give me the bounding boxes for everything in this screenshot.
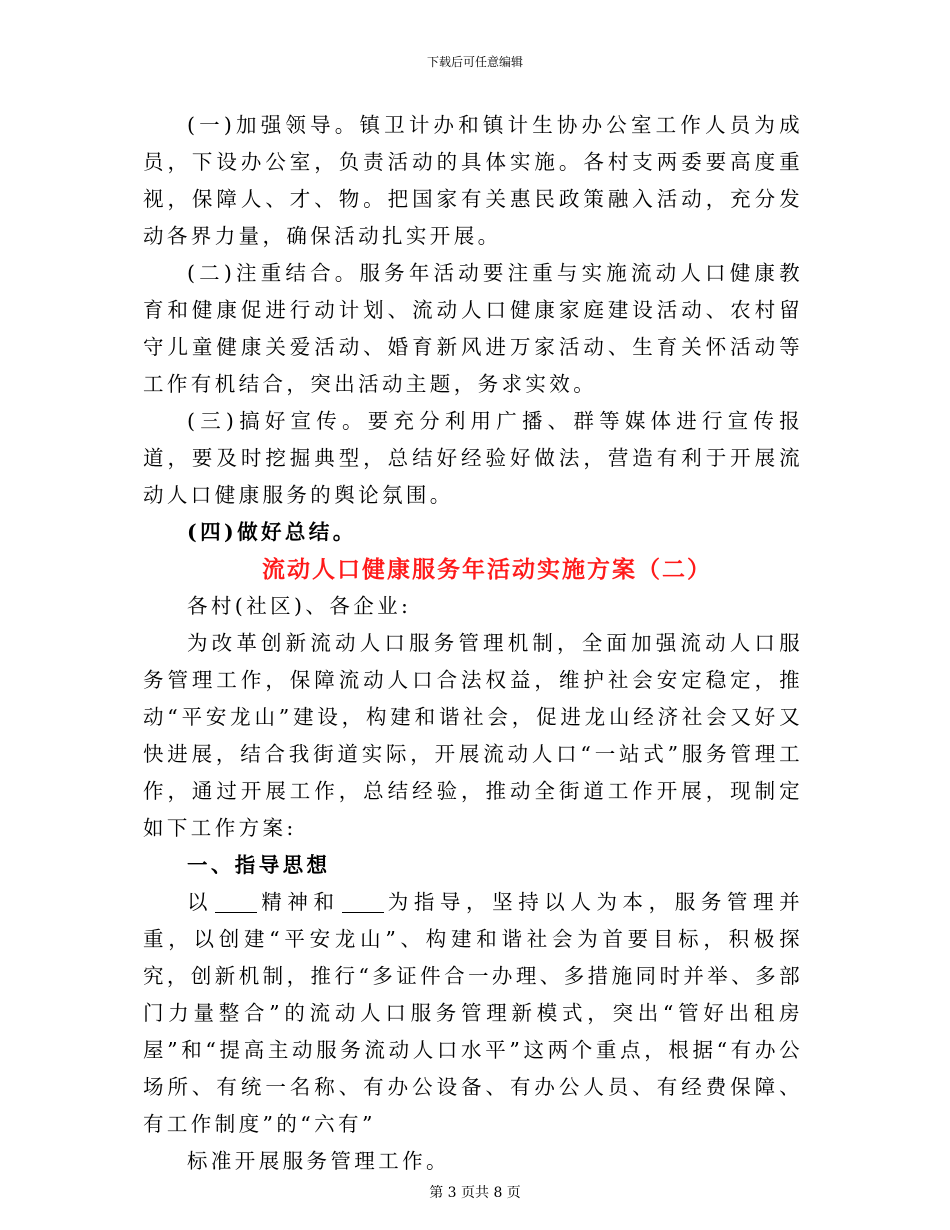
- paragraph-leadership: (一)加强领导。镇卫计办和镇计生协办公室工作人员为成员，下设办公室，负责活动的具体实施。各村支两委要高度重视，保障人、才、物。把国家有关惠民政策融入活动，充分发动各界力量，确保活动扎实开展。: [143, 113, 803, 248]
- paragraph-intro: 为改革创新流动人口服务管理机制，全面加强流动人口服务管理工作，保障流动人口合法权益，维护社会安定稳定，推动“平安龙山”建设，构建和谐社会，促进龙山经济社会又好又快进展，结合我街道实际，开展流动人口“一站式”服务管理工作，通过开展工作，总结经验，推动全街道工作开展，现制定如下工作方案:: [143, 631, 803, 840]
- page-header: 下载后可任意编辑: [426, 55, 523, 69]
- paragraph-salutation: 各村(社区)、各企业:: [187, 594, 412, 618]
- text-segment: 以: [187, 890, 214, 914]
- paragraph-standard: 标准开展服务管理工作。: [187, 1149, 450, 1173]
- heading-guiding-ideology: 一、指导思想: [187, 853, 331, 877]
- document-body: [143, 107, 803, 1180]
- paragraph-publicity: (三)搞好宣传。要充分利用广播、群等媒体进行宣传报道，要及时挖掘典型，总结好经验好做法，营造有利于开展流动人口健康服务的舆论氛围。: [143, 409, 803, 507]
- page-footer: 第 3 页共 8 页: [429, 1185, 521, 1201]
- section-title: 流动人口健康服务年活动实施方案（二）: [262, 556, 712, 583]
- blank-line: [215, 892, 257, 913]
- paragraph-guiding-ideology: [143, 884, 803, 1143]
- text-segment: 精神和: [259, 890, 340, 914]
- paragraph-summary: (四)做好总结。: [187, 520, 357, 544]
- text-segment: 为指导，坚持以人为本，服务管理并重，以创建“平安龙山”、构建和谐社会为首要目标，积极探究，创新机制，推行“多证件合一办理、多措施同时并举、多部门力量整合”的流动人口服务管理新模式，突出“管好出租房屋”和“提高主动服务流动人口水平”这两个重点，根据“有办公场所、有统一名称、有办公设备、有办公人员、有经费保障、有工作制度”的“六有”: [143, 890, 803, 1136]
- blank-line: [342, 892, 384, 913]
- paragraph-integration: (二)注重结合。服务年活动要注重与实施流动人口健康教育和健康促进行动计划、流动人口健康家庭建设活动、农村留守儿童健康关爱活动、婚育新风进万家活动、生育关怀活动等工作有机结合，突出活动主题，务求实效。: [143, 261, 803, 396]
